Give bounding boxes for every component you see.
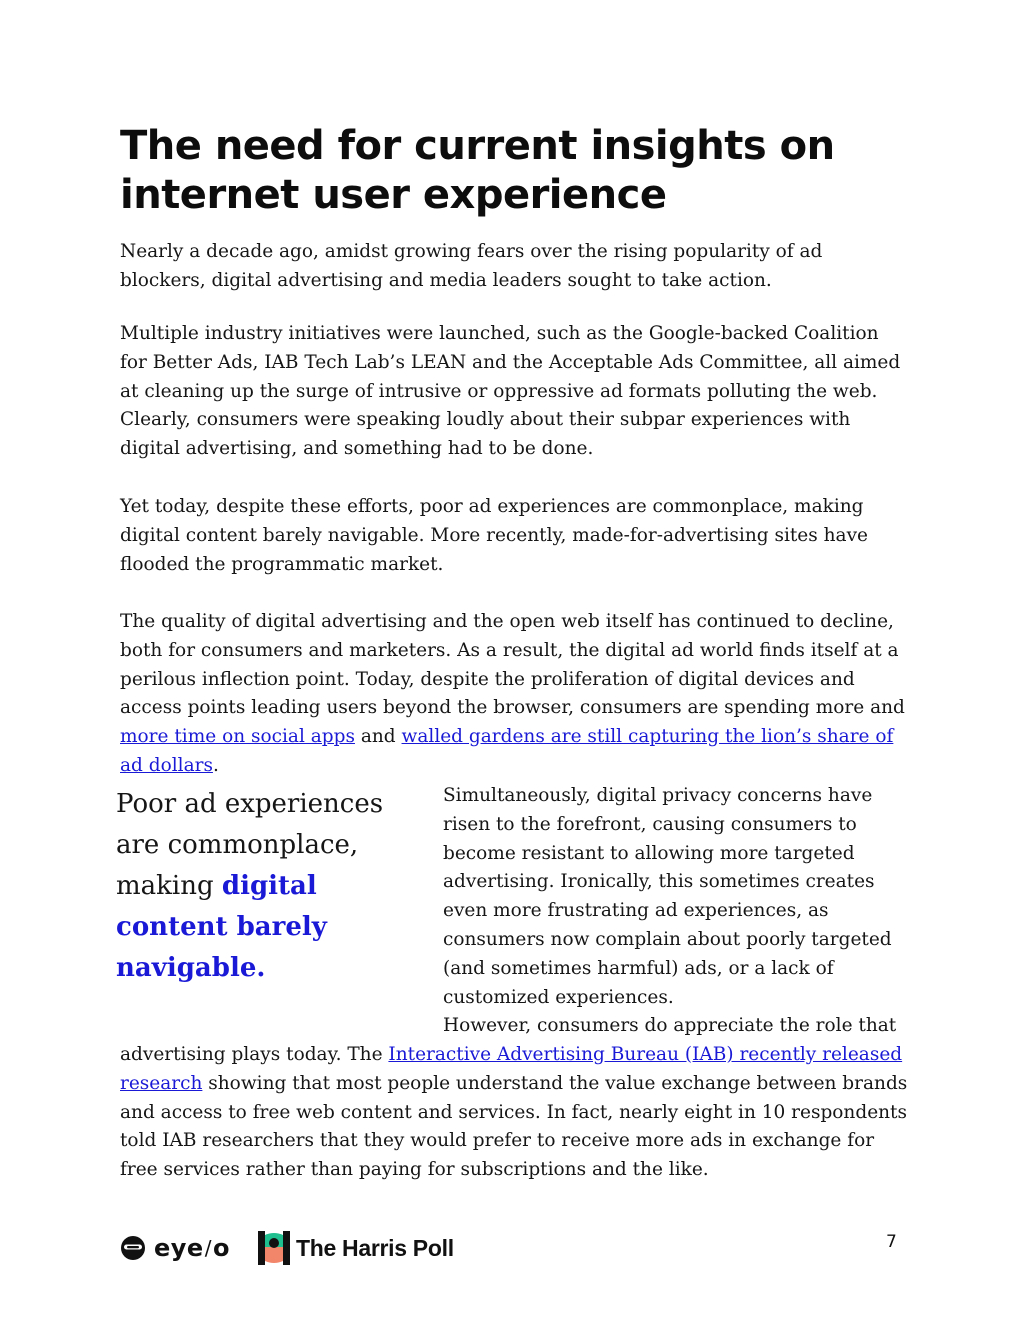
paragraph-appreciate-first-line: However, consumers do appreciate the role that — [443, 1015, 897, 1036]
pull-quote-highlight: digital content barely navigable. — [116, 871, 327, 983]
paragraph-appreciate — [120, 1041, 910, 1185]
paragraph-quality-mid: and — [354, 726, 402, 748]
paragraph-quality — [120, 608, 910, 781]
paragraph-privacy: Simultaneously, digital privacy concerns have risen to the forefront, causing consumers to become resistant to allowing more targeted advertising. Ironically, this sometimes creates even more frustrating ad experiences, as consumers now complain about poorly targeted (and sometimes harmful) ads, or a lack of customized experiences. — [443, 785, 892, 1008]
paragraph-quality-text: The quality of digital advertising and the open web itself has continued to decline, both for consumers and marketers. As a result, the digital ad world finds itself at a perilous inflection point. Today, despite the proliferation of digital devices and access points leading users beyond the browser, consumers are spending more and — [120, 611, 905, 719]
eyeo-slash: / — [204, 1236, 212, 1260]
paragraph-today: Yet today, despite these efforts, poor ad experiences are commonplace, making digital content barely navigable. More recently, made-for-advertising sites have flooded the programmatic market. — [120, 496, 868, 575]
paragraph-intro: Nearly a decade ago, amidst growing fears over the rising popularity of ad blockers, digital advertising and media leaders sought to take action. — [120, 241, 823, 291]
eye-icon — [120, 1235, 146, 1261]
walled-gardens-link[interactable]: walled gardens are still capturing the lion’s share of ad dollars — [120, 726, 894, 776]
paragraph-appreciate-text: advertising plays today. The — [120, 1044, 389, 1065]
eyeo-name: eye — [154, 1234, 204, 1262]
harris-poll-name: The Harris Poll — [295, 1234, 454, 1261]
social-apps-link[interactable]: more time on social apps — [120, 726, 355, 748]
paragraph-initiatives: Multiple industry initiatives were launched, such as the Google-backed Coalition for Better Ads, IAB Tech Lab’s LEAN and the Acceptable Ads Committee, all aimed at cleaning up the surge of intrusive or oppressive ad formats polluting the web. Clearly, consumers were speaking loudly about their subpar experiences with digital advertising, and something had to be done. — [120, 323, 901, 460]
harris-poll-logo — [258, 1231, 454, 1265]
eyeo-logo — [120, 1234, 230, 1262]
pull-quote — [116, 784, 426, 989]
pull-quote-text: Poor ad experiences are commonplace, making — [116, 789, 384, 901]
page-number: 7 — [886, 1232, 897, 1252]
eyeo-end: o — [212, 1234, 230, 1262]
paragraph-quality-end: . — [212, 754, 219, 776]
footer-logos — [120, 1228, 454, 1268]
harris-poll-icon — [258, 1231, 290, 1265]
page-title: The need for current insights on internet user experience — [120, 123, 835, 218]
paragraph-appreciate-end: showing that most people understand the value exchange between brands and access to free web content and services. In fact, nearly eight in 10 respondents told IAB researchers that they would prefer to receive more ads in exchange for free services rather than paying for subscriptions and the like. — [120, 1072, 908, 1181]
iab-research-link[interactable]: Interactive Advertising Bureau (IAB) recently released research — [120, 1044, 903, 1094]
